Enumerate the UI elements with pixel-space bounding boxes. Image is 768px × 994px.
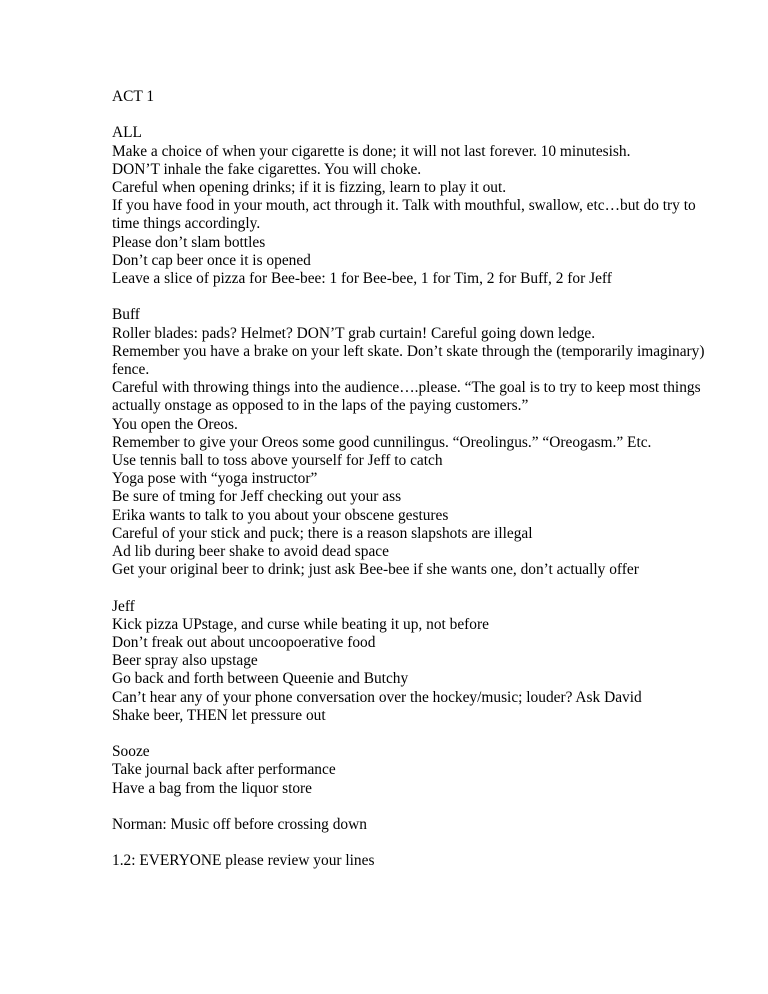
note-line: Kick pizza UPstage, and curse while beating it up, not before (112, 615, 489, 633)
note-line: Be sure of tming for Jeff checking out your ass (112, 488, 402, 506)
note-line: Careful with throwing things into the audience….please. “The goal is to try to keep most things actually onstage as opposed to in the laps of the paying customers.” (112, 379, 701, 415)
norman-note: Norman: Music off before crossing down (112, 816, 367, 834)
spacer (112, 834, 712, 852)
note-line: Remember you have a brake on your left skate. Don’t skate through the (temporarily imaginary) fence. (112, 342, 705, 379)
note-line: Use tennis ball to toss above yourself for Jeff to catch (112, 452, 443, 470)
note-line: Go back and forth between Queenie and Butchy (112, 670, 409, 688)
note-line: Careful of your stick and puck; there is a reason slapshots are illegal (112, 524, 533, 542)
note-line: Yoga pose with “yoga instructor” (112, 470, 318, 488)
document-page (112, 88, 712, 871)
section-heading: Sooze (112, 743, 150, 761)
spacer (112, 725, 712, 743)
note-line: Careful when opening drinks; if it is fizzing, learn to play it out. (112, 179, 507, 196)
note-line: Shake beer, THEN let pressure out (112, 706, 326, 724)
note-line: If you have food in your mouth, act through it. Talk with mouthful, swallow, etc…but do try to time things accordingly. (112, 197, 696, 233)
section-heading: Jeff (112, 597, 135, 615)
spacer (112, 579, 712, 597)
note-line: Beer spray also upstage (112, 652, 258, 670)
note-line: Get your original beer to drink; just ask Bee-bee if she wants one, don’t actually offer (112, 561, 639, 579)
scene-note: 1.2: EVERYONE please review your lines (112, 852, 375, 870)
section-buff (112, 306, 712, 579)
note-line: Roller blades: pads? Helmet? DON’T grab curtain! Careful going down ledge. (112, 324, 596, 342)
note-line: DON’T inhale the fake cigarettes. You will choke. (112, 160, 422, 178)
spacer (112, 106, 712, 124)
note-line: You open the Oreos. (112, 415, 238, 433)
note-line: Don’t cap beer once it is opened (112, 251, 311, 269)
section-jeff (112, 598, 712, 725)
note-line: Ad lib during beer shake to avoid dead space (112, 543, 389, 561)
note-line: Make a choice of when your cigarette is done; it will not last forever. 10 minutesish. (112, 142, 631, 160)
spacer (112, 798, 712, 816)
act-title: ACT 1 (112, 88, 155, 105)
note-line: Please don’t slam bottles (112, 233, 266, 251)
note-line: Erika wants to talk to you about your obscene gestures (112, 506, 449, 524)
note-line: Can’t hear any of your phone conversation over the hockey/music; louder? Ask David (112, 688, 642, 706)
note-line: Leave a slice of pizza for Bee-bee: 1 for Bee-bee, 1 for Tim, 2 for Buff, 2 for Jeff (112, 270, 612, 288)
note-line: Take journal back after performance (112, 761, 336, 779)
note-line: Remember to give your Oreos some good cunnilingus. “Oreolingus.” “Oreogasm.” Etc. (112, 433, 652, 451)
section-heading: ALL (112, 124, 142, 142)
note-line: Have a bag from the liquor store (112, 779, 313, 797)
section-heading: Buff (112, 306, 140, 324)
section-sooze (112, 743, 712, 798)
spacer (112, 288, 712, 306)
section-all (112, 124, 712, 288)
note-line: Don’t freak out about uncoopoerative food (112, 634, 376, 652)
